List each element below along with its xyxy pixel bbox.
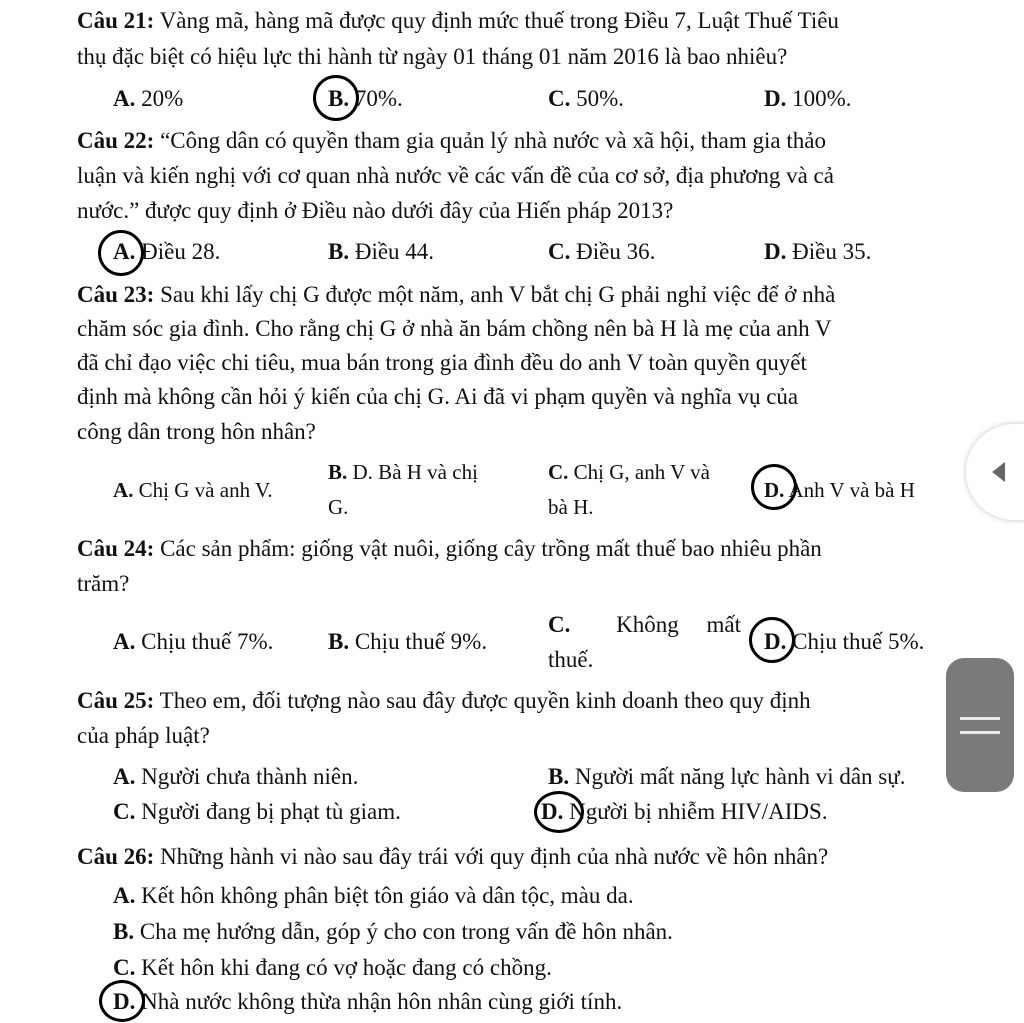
option-letter: A. <box>113 629 136 654</box>
question-22-line-1 <box>77 127 826 155</box>
q21-option-d <box>764 85 852 113</box>
chevron-left-icon[interactable] <box>992 462 1005 482</box>
q23-option-c-cont: bà H. <box>548 495 594 519</box>
option-text: Cha mẹ hướng dẫn, góp ý cho con trong vấn đề hôn nhân. <box>134 919 673 944</box>
q21-option-a <box>113 85 183 113</box>
question-text: Vàng mã, hàng mã được quy định mức thuế trong Điều 7, Luật Thuế Tiêu <box>154 8 839 33</box>
q26-option-a <box>113 882 634 910</box>
grip-line-icon <box>960 717 1000 720</box>
option-letter: C. <box>548 86 571 111</box>
option-letter: D. <box>113 989 136 1014</box>
option-letter: C. <box>548 460 569 484</box>
question-22-line-3: nước.” được quy định ở Điều nào dưới đây của Hiến pháp 2013? <box>77 198 674 223</box>
question-text: Sau khi lấy chị G được một năm, anh V bắt chị G phải nghỉ việc để ở nhà <box>154 282 836 307</box>
question-label: Câu 22: <box>77 128 155 153</box>
option-text: Người mất năng lực hành vi dân sự. <box>569 764 906 789</box>
option-text: 70%. <box>349 86 403 111</box>
option-letter: C. <box>548 612 571 637</box>
option-text: Chịu thuế 9%. <box>349 629 488 654</box>
question-text: Các sản phẩm: giống vật nuôi, giống cây trồng mất thuế bao nhiêu phần <box>154 536 822 561</box>
q24-option-c-cont: thuế. <box>548 647 594 672</box>
option-letter: B. <box>328 239 350 264</box>
q21-option-c <box>548 85 624 113</box>
question-label: Câu 21: <box>77 8 155 33</box>
question-label: Câu 26: <box>77 844 155 869</box>
answer-circle-mark <box>98 230 144 276</box>
option-letter: B. <box>548 764 570 789</box>
question-23-line-4: định mà không cần hỏi ý kiến của chị G. Ai đã vi phạm quyền và nghĩa vụ của <box>77 384 799 409</box>
q23-option-a <box>113 477 273 503</box>
question-21-line-2: thụ đặc biệt có hiệu lực thi hành từ ngày 01 tháng 01 năm 2016 là bao nhiêu? <box>77 44 788 69</box>
q24-option-c <box>548 611 741 639</box>
q26-option-c <box>113 954 552 982</box>
question-24-line-1 <box>77 535 822 563</box>
option-text: Người chưa thành niên. <box>135 764 359 789</box>
question-23-line-3: đã chỉ đạo việc chi tiêu, mua bán trong gia đình đều do anh V toàn quyền quyết <box>77 350 807 375</box>
q24-option-b <box>328 628 487 656</box>
option-text: D. Bà H và chị <box>347 460 478 484</box>
question-text: Những hành vi nào sau đây trái với quy định của nhà nước về hôn nhân? <box>154 844 829 869</box>
question-text: “Công dân có quyền tham gia quản lý nhà nước và xã hội, tham gia thảo <box>154 128 826 153</box>
question-26-line-1 <box>77 843 828 871</box>
q22-option-d <box>764 238 871 266</box>
option-letter: C. <box>548 239 571 264</box>
option-text: Anh V và bà H <box>784 478 915 502</box>
scroll-handle[interactable] <box>946 658 1014 792</box>
q25-option-c <box>113 798 401 826</box>
option-letter: A. <box>113 239 136 264</box>
answer-circle-mark <box>751 464 797 510</box>
option-letter: D. <box>764 239 787 264</box>
q25-option-b <box>548 763 905 791</box>
option-letter: A. <box>113 764 136 789</box>
question-23-line-1 <box>77 281 835 309</box>
option-text: 50%. <box>570 86 625 111</box>
question-label: Câu 25: <box>77 688 155 713</box>
option-letter: A. <box>113 883 136 908</box>
option-text: Chị G, anh V và <box>568 460 710 484</box>
answer-circle-mark <box>534 791 584 833</box>
option-letter: A. <box>113 86 136 111</box>
option-letter: B. <box>328 460 348 484</box>
question-25-line-1 <box>77 687 811 715</box>
question-22-line-2: luận và kiến nghị với cơ quan nhà nước về các vấn đề của cơ sở, địa phương và cả <box>77 163 834 188</box>
q23-option-b <box>328 459 478 485</box>
q26-option-d <box>113 988 622 1016</box>
q22-option-b <box>328 238 434 266</box>
option-text: Kết hôn không phân biệt tôn giáo và dân tộc, màu da. <box>135 883 634 908</box>
option-text: Chịu thuế 5%. <box>786 629 925 654</box>
option-text: Chị G và anh V. <box>133 478 273 502</box>
q23-option-c <box>548 459 710 485</box>
question-23-line-5: công dân trong hôn nhân? <box>77 419 316 444</box>
option-text: 20% <box>135 86 184 111</box>
option-letter: B. <box>113 919 135 944</box>
question-text: Theo em, đối tượng nào sau đây được quyền kinh doanh theo quy định <box>154 688 811 713</box>
q26-option-b <box>113 918 673 946</box>
option-text: Điều 35. <box>786 239 872 264</box>
answer-circle-mark <box>313 75 359 121</box>
answer-circle-mark <box>749 617 795 663</box>
q24-option-a <box>113 628 273 656</box>
option-letter: C. <box>113 955 136 980</box>
option-letter: A. <box>113 478 134 502</box>
option-text: Người bị nhiễm HIV/AIDS. <box>563 799 828 824</box>
option-text: Kết hôn khi đang có vợ hoặc đang có chồng. <box>135 955 552 980</box>
option-letter: D. <box>764 86 787 111</box>
question-21-line-1 <box>77 7 839 35</box>
option-letter: D. <box>764 629 787 654</box>
option-text: Người đang bị phạt tù giam. <box>135 799 401 824</box>
question-23-line-2: chăm sóc gia đình. Cho rằng chị G ở nhà ăn bám chồng nên bà H là mẹ của anh V <box>77 316 832 341</box>
option-letter: D. <box>541 799 564 824</box>
option-text: 100%. <box>786 86 852 111</box>
option-text: Điều 28. <box>135 239 221 264</box>
q22-option-c <box>548 238 655 266</box>
option-letter: C. <box>113 799 136 824</box>
option-text: Điều 44. <box>349 239 435 264</box>
question-label: Câu 24: <box>77 536 155 561</box>
q25-option-a <box>113 763 358 791</box>
question-24-line-2: trăm? <box>77 571 130 596</box>
question-label: Câu 23: <box>77 282 155 307</box>
option-text: Điều 36. <box>570 239 656 264</box>
option-letter: D. <box>764 478 785 502</box>
q23-option-b-cont: G. <box>328 495 349 519</box>
option-text: Chịu thuế 7%. <box>135 629 274 654</box>
question-25-line-2: của pháp luật? <box>77 723 210 748</box>
option-text: Nhà nước không thừa nhận hôn nhân cùng giới tính. <box>135 989 623 1014</box>
option-letter: B. <box>328 629 350 654</box>
answer-circle-mark <box>99 980 145 1022</box>
option-letter: B. <box>328 86 350 111</box>
option-text: Không mất <box>616 612 741 637</box>
grip-line-icon <box>960 731 1000 734</box>
